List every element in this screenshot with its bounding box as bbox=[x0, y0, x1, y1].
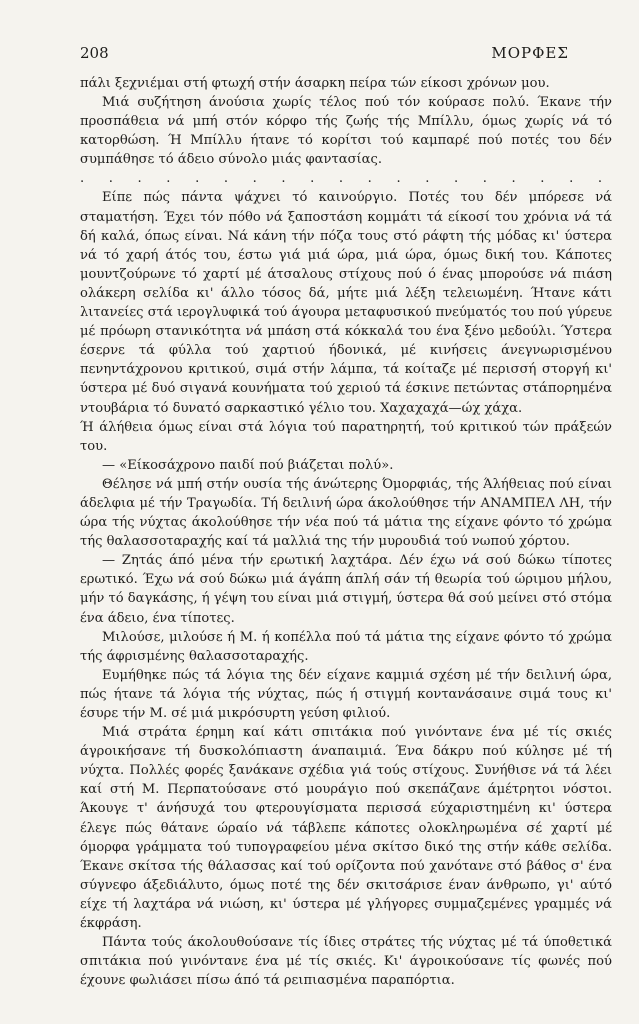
paragraph: Πάντα τούς άκολουθούσανε τίς ίδιες στράτες τής νύχτας μέ τά ύποθετικά σπιτάκια πού γινόντανε ένα μέ τίς σκιές. Κι' άγροικούσανε τίς φωνές πού έχουνε φωλιάσει πίσω άπό τά ρειπιασμένα παραπόρτια. bbox=[80, 935, 612, 989]
paragraph: — «Είκοσάχρονο παιδί πού βιάζεται πολύ». bbox=[102, 457, 394, 473]
paragraph: Μιλούσε, μιλούσε ή Μ. ή κοπέλλα πού τά μάτια της είχανε φόντο τό χρώμα τής άφρισμένης θαλασσοταραχής. bbox=[80, 629, 612, 664]
paragraph: Μιά στράτα έρημη καί κάτι σπιτάκια πού γινόντανε ένα μέ τίς σκιές άγροικήσανε τή δυσκολόπιαστη άναπαιμιά. Ένα δάκρυ πού κύλησε μέ τή νύχτα. Πολλές φορές ξανάκανε σχέδια γιά τούς στίχους. Συνήθισε νά τά λέει καί στή Μ. Περπατούσανε στό μουράγιο πού σκεπάζανε άμέτρητοι νόστοι. Άκουγε τ' άνήσυχά του φτερουγίσματα περισσά εύχαριστημένη κι' ύστερα έλεγε πώς θάτανε ώραίο νά τάβλεπε κάποτες ολοκληρωμένα σέ χαρτί μέ όμορφα γράμματα τού τυπογραφείου μένα σκίτσο δικό της στήν κάθε σελίδα. Έκανε σκίτσα τής θάλασσας καί τού ορίζοντα πού χανότανε στό βάθος σ' ένα σύγνεφο άξεδιάλυτο, όμως ποτέ της δέν σκιτσάρισε έναν άνθρωπο, γι' αύτό είχε τή λαχτάρα νά νιώση, κι' ύστερα μέ γλήγορες συμμαζεμένες γραμμές νά έκφράση. bbox=[80, 725, 612, 932]
page-header bbox=[80, 44, 569, 66]
paragraph: Θέλησε νά μπή στήν ουσία τής άνώτερης Όμορφιάς, τής Άλήθειας πού είναι άδελφια μέ τήν Τραγωδία. Τή δειλινή ώρα άκολούθησε τήν ΑΝΑΜΠΕΛ ΛΗ, τήν ώρα τής νύχτας άκολούθησε τήν νέα πού τά μάτια της είχανε φόντο τό χρώμα τής θαλασσοταραχής καί τά μαλλιά της τήν μυρουδιά τού νωπού χόρτου. bbox=[80, 476, 612, 550]
paragraph: πάλι ξεχνιέμαι στή φτωχή στήν άσαρκη πείρα τών είκοσι χρόνων μου. bbox=[80, 76, 550, 91]
body-text bbox=[80, 74, 612, 990]
paragraph: Μιά συζήτηση άνούσια χωρίς τέλος πού τόν κούρασε πολύ. Έκανε τήν προσπάθεια νά μπή στόν κόρφο τής ζωής τής Μπίλλυ, όμως χωρίς νά τό κατορθώση. Ή Μπίλλυ ήτανε τό κορίτσι τού καμπαρέ πού ποτές του δέν συμπάθησε τό άδειο σύνολο μιάς φαντασίας. bbox=[80, 95, 612, 168]
section-break: . . . . . . . . . . . . . . . . . . . bbox=[80, 171, 612, 187]
paragraph: Ή άλήθεια όμως είναι στά λόγια τού παρατηρητή, τού κριτικού τών πράξεών του. bbox=[80, 419, 612, 454]
paragraph: — Ζητάς άπό μένα τήν ερωτική λαχτάρα. Δέν έχω νά σού δώκω τίποτες ερωτικό. Έχω νά σού δώκω μιά άγάπη άπλή σάν τή θεωρία τού ώριμου μήλου, μήν τό δαγκάσης, ή γέψη του είναι μιά στιγμή, ύστερα θά σού μείνει στό στόμα ένα άδειο, ένα τίποτες. bbox=[80, 553, 612, 626]
paragraph: Ευμήθηκε πώς τά λόγια της δέν είχανε καμμιά σχέση μέ τήν δειλινή ώρα, πώς ήτανε τά λόγια τής νύχτας, πώς ή στιγμή κοντανάσαινε σιμά τους κι' έσυρε τήν Μ. σέ μιά μικρόσυρτη γεύση φιλιού. bbox=[80, 667, 612, 721]
page-number: 208 bbox=[80, 44, 109, 62]
running-title: ΜΟΡΦΕΣ bbox=[491, 44, 569, 62]
paragraph: Είπε πώς πάντα ψάχνει τό καινούργιο. Ποτές του δέν μπόρεσε νά σταματήση. Έχει τόν πόθο νά ξαποστάση κομμάτι τά είκοσί του χρόνια νά τά δή καλά, όπως είναι. Νά κάνη τήν πόζα τους στό ράφτη τής μόδας κι' ύστερα νά τό χαρή άτός του, έστω γιά μιά ώρα, μιά ώρα, όμως δική του. Κάποτες μουντζούρωνε τό χαρτί μέ άτσαλους στίχους πού ό ένας μπορούσε νά πιάση ολάκερη σελίδα κι' άλλο τόσος δά, μήτε μιά λέξη τελειωμένη. Ήτανε κάτι λιτανείες στά ιερογλυφικά τού άγουρα μεταφυσικού πνεύματός του πού γύρευε μέ πρόωρη στανικότητα νά μπάση στά κόκκαλά του ένα ξένο μεδούλι. Ύστερα έσερνε τά φύλλα τού χαρτιού ήδονικά, μέ κινήσεις άνεγνωρισμένου πενηντάχρονου κριτικού, σιμά στήν λάμπα, τά κοίταζε μέ περισσή στοργή κι' ύστερα μέ δυό σιγανά κουνήματα τού χεριού τά έσκινε πετώντας στάπορημένα ντουβάρια τό δυνατό σαρκαστικό γέλιο του. Χαχαχαχά—ώχ χάχα. bbox=[80, 190, 612, 416]
